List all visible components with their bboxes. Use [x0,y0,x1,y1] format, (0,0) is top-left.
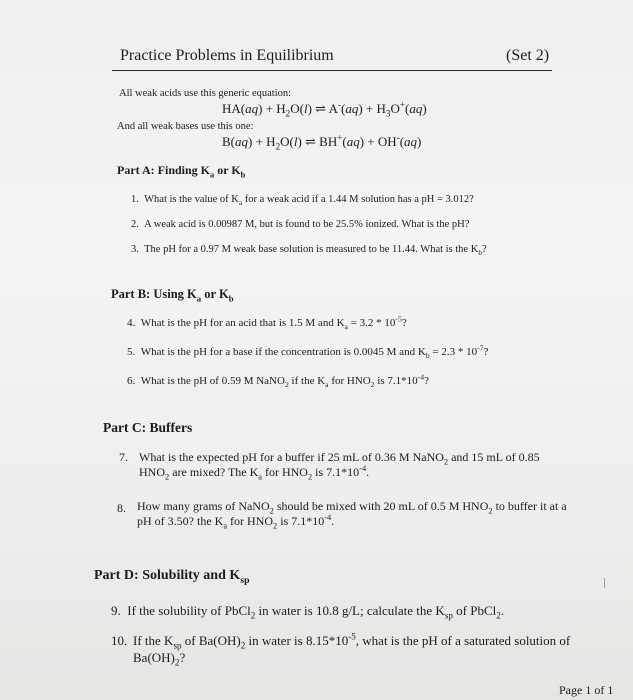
question-5: 5. What is the pH for a base if the concentration is 0.0045 M and $K_b = 2.3 * 10^{-7}$? [127,343,489,361]
page-number: Page 1 of 1 [559,683,614,697]
part-d-heading: Part D: Solubility and $K_{sp}$ [94,568,250,586]
question-7-text: What is the expected pH for a buffer if 25 mL of 0.36 M NaNO$_2$ and 15 mL of 0.85 $HNO_2$ are mixed? The $K_a$ for $HNO_2$ is $7.1*10^{-4}$. [139,450,540,482]
part-a-heading: Part A: Finding $K_a$ or $K_b$ [117,163,246,180]
question-10-text: If the $K_{sp}$ of $Ba(OH)_2$ in water is $8.15*10^{-5}$, what is the pH of a saturated solution of $Ba(OH)_2$? [133,631,571,668]
question-10-number: 10. [111,633,128,648]
weak-base-equation: $B(aq) + H_2O(l)$ ⇌ BH+(aq) + OH-(aq) [222,132,422,152]
question-3: 3. The pH for a 0.97 M weak base solution is measured to be 11.44. What is the $K_b$? [131,244,487,258]
question-1: 1. What is the value of $K_a$ for a weak acid if a 1.44 M solution has a pH = 3.012? [131,194,474,208]
title-divider [112,70,552,71]
set-label: (Set 2) [506,47,550,64]
part-c-heading: Part C: Buffers [103,420,193,435]
weak-acid-equation: $HA(aq) + H_2O(l)$ ⇌ $A^-(aq) + H_3O^+(aq)$ [222,99,427,119]
stray-mark [604,578,605,588]
question-4: 4. What is the pH for an acid that is 1.5 M and $K_a = 3.2 * 10^{-5}$? [127,314,407,332]
question-8-number: 8. [117,501,126,515]
question-8-text: How many grams of NaNO$_2$ should be mixed with 20 mL of 0.5 M $HNO_2$ to buffer it at a pH of 3.50? the $K_a$ for $HNO_2$ is $7.1*10^{-4}$. [137,499,567,531]
page-title: Practice Problems in Equilibrium [120,47,334,64]
weak-acids-label: All weak acids use this generic equation: [119,88,292,99]
part-b-heading: Part B: Using $K_a$ or $K_b$ [111,287,234,304]
question-6: 6. What is the pH of 0.59 M NaNO$_2$ if the $K_a$ for $HNO_2$ is $7.1*10^{-4}$? [127,372,429,390]
question-9: 9. If the solubility of PbCl$_2$ in water is 10.8 g/L; calculate the $K_{sp}$ of PbCl$_2$. [111,603,505,621]
weak-bases-label: And all weak bases use this one: [117,121,254,132]
question-2: 2. A weak acid is 0.00987 M, but is found to be 25.5% ionized. What is the pH? [131,219,470,230]
question-7-number: 7. [119,450,128,464]
